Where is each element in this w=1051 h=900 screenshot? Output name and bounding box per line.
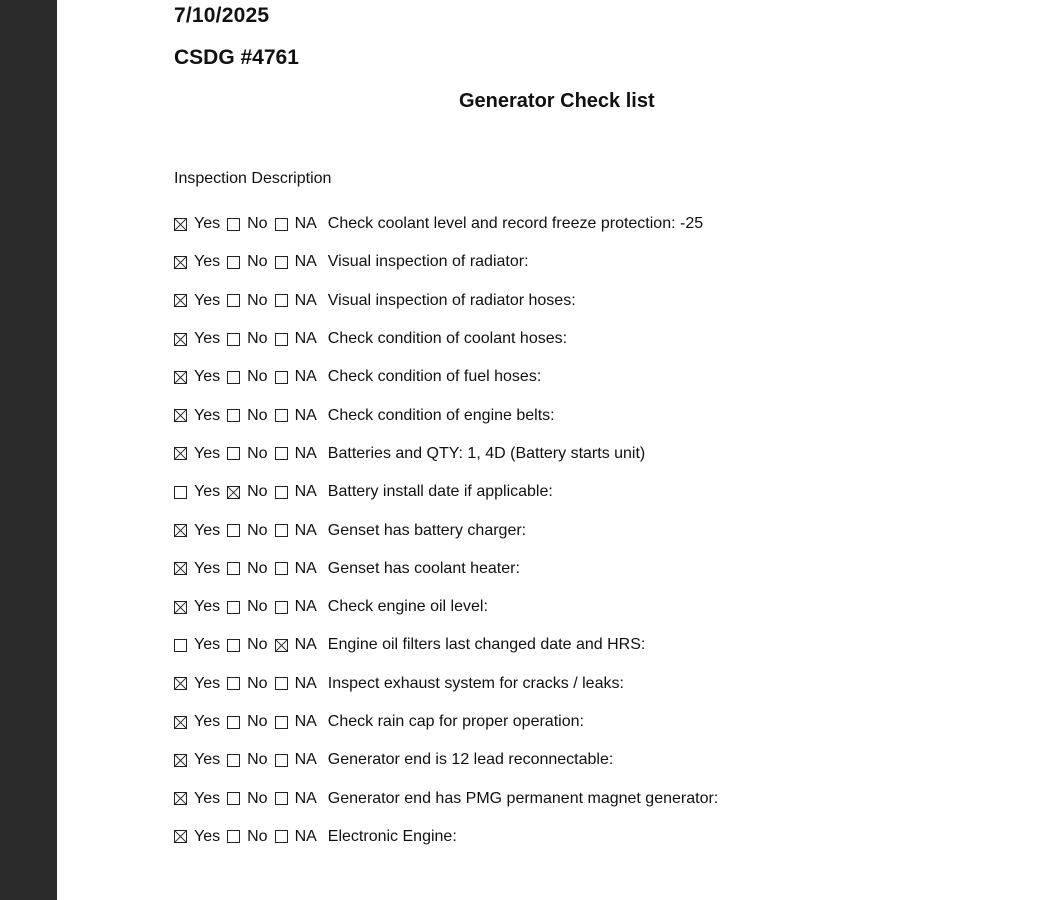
checkbox-na[interactable] <box>275 256 288 269</box>
checkbox-na-label: NA <box>294 406 317 424</box>
checklist-row <box>174 550 974 588</box>
checklist-item-text: Battery install date if applicable: <box>327 483 553 501</box>
checklist-row <box>174 779 974 817</box>
checklist-item-text: Electronic Engine: <box>327 827 457 845</box>
checkbox-yes[interactable] <box>174 754 187 767</box>
checkbox-yes[interactable] <box>174 486 187 499</box>
checklist-option-na[interactable] <box>275 445 324 463</box>
checkbox-na[interactable] <box>275 830 288 843</box>
checkbox-no-label: No <box>247 406 268 424</box>
checklist-option-na[interactable] <box>275 751 324 769</box>
checkbox-no[interactable] <box>227 294 240 307</box>
checkbox-na[interactable] <box>275 601 288 614</box>
checklist-option-no[interactable] <box>227 751 274 769</box>
checklist-option-yes[interactable] <box>174 330 227 348</box>
checklist-option-yes[interactable] <box>174 368 227 386</box>
checklist-row <box>174 626 974 664</box>
checkbox-no[interactable] <box>227 447 240 460</box>
checklist-option-no[interactable] <box>227 828 274 846</box>
checklist-option-no[interactable] <box>227 713 274 731</box>
checkbox-no-label: No <box>247 674 268 692</box>
checkbox-na[interactable] <box>275 754 288 767</box>
checklist-item-text: Batteries and QTY: 1, 4D (Battery starts unit) <box>327 444 646 462</box>
checkbox-na[interactable] <box>275 639 288 652</box>
checkbox-na[interactable] <box>275 409 288 422</box>
checkbox-no[interactable] <box>227 677 240 690</box>
checkbox-yes[interactable] <box>174 601 187 614</box>
checkbox-yes[interactable] <box>174 830 187 843</box>
checkbox-na-label: NA <box>294 253 317 271</box>
checkbox-no-label: No <box>247 827 268 845</box>
checkbox-no-label: No <box>247 636 268 654</box>
checkbox-no-label: No <box>247 559 268 577</box>
checklist-row <box>174 358 974 396</box>
checklist-option-na[interactable] <box>275 636 324 654</box>
checklist-option-no[interactable] <box>227 560 274 578</box>
checkbox-na-label: NA <box>294 598 317 616</box>
checkbox-yes-label: Yes <box>194 713 221 730</box>
checkbox-yes-label: Yes <box>194 406 221 424</box>
checklist-option-no[interactable] <box>227 445 274 463</box>
checklist-row <box>174 741 974 779</box>
checkbox-no-label: No <box>247 444 268 462</box>
checkbox-no[interactable] <box>227 371 240 384</box>
document-title: Generator Check list <box>459 90 655 112</box>
checklist-option-yes[interactable] <box>174 636 227 654</box>
checkbox-yes[interactable] <box>174 639 187 652</box>
checklist-option-no[interactable] <box>227 636 274 654</box>
checklist-item-text: Check engine oil level: <box>327 598 488 616</box>
checklist-option-no[interactable] <box>227 330 274 348</box>
checklist-option-na[interactable] <box>275 713 324 731</box>
checkbox-no-label: No <box>247 330 268 348</box>
checkbox-no[interactable] <box>227 716 240 729</box>
checkbox-no[interactable] <box>227 601 240 614</box>
checklist-option-yes[interactable] <box>174 598 227 616</box>
checkbox-yes-label: Yes <box>194 636 221 654</box>
checklist-row <box>174 588 974 626</box>
checkbox-yes[interactable] <box>174 792 187 805</box>
checkbox-na[interactable] <box>275 792 288 805</box>
checklist-option-yes[interactable] <box>174 483 227 501</box>
checklist-item-text: Check coolant level and record freeze protection: -25 <box>327 215 704 233</box>
checklist-option-no[interactable] <box>227 253 274 271</box>
checklist-option-na[interactable] <box>275 483 324 501</box>
checklist-item-text: Generator end has PMG permanent magnet generator: <box>327 789 719 807</box>
checkbox-na-label: NA <box>294 215 317 233</box>
checkbox-no-label: No <box>247 789 268 807</box>
checkbox-no[interactable] <box>227 639 240 652</box>
checklist-option-na[interactable] <box>275 330 324 348</box>
checkbox-yes[interactable] <box>174 562 187 575</box>
checkbox-na[interactable] <box>275 677 288 690</box>
checkbox-yes[interactable] <box>174 218 187 231</box>
checklist-item-text: Genset has coolant heater: <box>327 559 520 577</box>
checkbox-yes[interactable] <box>174 333 187 346</box>
document-date: 7/10/2025 <box>174 4 270 27</box>
checkbox-no[interactable] <box>227 218 240 231</box>
checklist-item-text: Genset has battery charger: <box>327 521 527 539</box>
checklist-option-na[interactable] <box>275 560 324 578</box>
checkbox-yes-label: Yes <box>194 330 221 348</box>
checkbox-yes-label: Yes <box>194 444 221 462</box>
checkbox-na-label: NA <box>294 636 317 654</box>
checkbox-yes-label: Yes <box>194 559 221 577</box>
checkbox-no-label: No <box>247 483 268 501</box>
checkbox-no-label: No <box>247 521 268 539</box>
checklist-item-text: Generator end is 12 lead reconnectable: <box>327 751 614 769</box>
checkbox-no-label: No <box>247 291 268 309</box>
checklist-option-yes[interactable] <box>174 828 227 846</box>
checkbox-no[interactable] <box>227 562 240 575</box>
checkbox-na-label: NA <box>294 789 317 807</box>
checklist-option-na[interactable] <box>275 598 324 616</box>
checklist-option-no[interactable] <box>227 675 274 693</box>
checkbox-yes[interactable] <box>174 716 187 729</box>
checklist-option-yes[interactable] <box>174 215 227 233</box>
checkbox-na-label: NA <box>294 674 317 692</box>
checkbox-na-label: NA <box>294 483 317 501</box>
checklist-item-text: Visual inspection of radiator: <box>327 253 529 271</box>
checkbox-na-label: NA <box>294 444 317 462</box>
checkbox-yes[interactable] <box>174 524 187 537</box>
checklist-option-no[interactable] <box>227 483 274 501</box>
checkbox-yes[interactable] <box>174 409 187 422</box>
checklist-row <box>174 435 974 473</box>
checklist-option-no[interactable] <box>227 790 274 808</box>
checkbox-no-label: No <box>247 751 268 769</box>
checklist-option-yes[interactable] <box>174 713 227 731</box>
checkbox-yes-label: Yes <box>194 368 221 386</box>
checklist-option-no[interactable] <box>227 368 274 386</box>
checkbox-na[interactable] <box>275 447 288 460</box>
checkbox-na-label: NA <box>294 827 317 845</box>
checklist-option-no[interactable] <box>227 215 274 233</box>
checkbox-na-label: NA <box>294 713 317 730</box>
checklist-option-yes[interactable] <box>174 522 227 540</box>
checklist-option-yes[interactable] <box>174 292 227 310</box>
checkbox-yes[interactable] <box>174 447 187 460</box>
checklist-option-no[interactable] <box>227 598 274 616</box>
checkbox-no[interactable] <box>227 333 240 346</box>
checklist-option-na[interactable] <box>275 368 324 386</box>
checkbox-na-label: NA <box>294 521 317 539</box>
checklist-option-na[interactable] <box>275 292 324 310</box>
checklist-option-yes[interactable] <box>174 560 227 578</box>
checkbox-no[interactable] <box>227 830 240 843</box>
checkbox-yes-label: Yes <box>194 215 221 233</box>
checkbox-yes-label: Yes <box>194 291 221 309</box>
checkbox-yes-label: Yes <box>194 751 221 769</box>
checkbox-na-label: NA <box>294 330 317 348</box>
checklist-row <box>174 818 974 856</box>
checklist-option-na[interactable] <box>275 675 324 693</box>
checklist-option-yes[interactable] <box>174 675 227 693</box>
checkbox-na[interactable] <box>275 716 288 729</box>
checklist-row <box>174 703 974 741</box>
checkbox-na[interactable] <box>275 562 288 575</box>
checklist-row <box>174 665 974 703</box>
viewer-gutter <box>0 0 57 900</box>
checklist-row <box>174 205 974 243</box>
checkbox-yes-label: Yes <box>194 483 221 501</box>
checkbox-no[interactable] <box>227 754 240 767</box>
checkbox-na-label: NA <box>294 751 317 769</box>
checklist-option-yes[interactable] <box>174 445 227 463</box>
checkbox-no[interactable] <box>227 524 240 537</box>
checkbox-na-label: NA <box>294 368 317 386</box>
checklist-option-yes[interactable] <box>174 790 227 808</box>
checkbox-yes[interactable] <box>174 294 187 307</box>
checkbox-na[interactable] <box>275 218 288 231</box>
checklist-option-yes[interactable] <box>174 751 227 769</box>
checkbox-yes[interactable] <box>174 677 187 690</box>
checkbox-no-label: No <box>247 713 268 730</box>
checkbox-no-label: No <box>247 368 268 386</box>
checklist-option-no[interactable] <box>227 292 274 310</box>
checklist-row <box>174 320 974 358</box>
checkbox-yes-label: Yes <box>194 789 221 807</box>
checkbox-no-label: No <box>247 253 268 271</box>
checkbox-yes-label: Yes <box>194 598 221 616</box>
checkbox-yes-label: Yes <box>194 253 221 271</box>
checkbox-yes[interactable] <box>174 371 187 384</box>
checklist-row <box>174 243 974 281</box>
checkbox-no-label: No <box>247 215 268 233</box>
checklist-option-yes[interactable] <box>174 253 227 271</box>
checklist-option-na[interactable] <box>275 253 324 271</box>
checkbox-no-label: No <box>247 598 268 616</box>
checkbox-na[interactable] <box>275 371 288 384</box>
checkbox-yes-label: Yes <box>194 521 221 539</box>
checklist-option-na[interactable] <box>275 215 324 233</box>
checklist-option-na[interactable] <box>275 522 324 540</box>
checklist-row <box>174 511 974 549</box>
checklist-item-text: Check rain cap for proper operation: <box>327 713 584 730</box>
checkbox-no[interactable] <box>227 256 240 269</box>
checkbox-yes-label: Yes <box>194 827 221 845</box>
checklist-option-no[interactable] <box>227 407 274 425</box>
checkbox-no[interactable] <box>227 486 240 499</box>
checkbox-na[interactable] <box>275 333 288 346</box>
checklist-option-na[interactable] <box>275 407 324 425</box>
checklist-option-na[interactable] <box>275 790 324 808</box>
document-reference: CSDG #4761 <box>174 46 299 69</box>
checklist-row <box>174 396 974 434</box>
section-label: Inspection Description <box>174 170 332 187</box>
checkbox-yes-label: Yes <box>194 674 221 692</box>
checkbox-na[interactable] <box>275 294 288 307</box>
checklist-item-text: Engine oil filters last changed date and HRS: <box>327 636 646 654</box>
checklist-item-text: Check condition of fuel hoses: <box>327 368 542 386</box>
inspection-checklist <box>174 205 974 856</box>
checklist-item-text: Check condition of engine belts: <box>327 406 555 424</box>
checkbox-na[interactable] <box>275 486 288 499</box>
checklist-option-no[interactable] <box>227 522 274 540</box>
checklist-item-text: Inspect exhaust system for cracks / leaks: <box>327 674 624 692</box>
checkbox-na-label: NA <box>294 291 317 309</box>
checkbox-na[interactable] <box>275 524 288 537</box>
checkbox-yes[interactable] <box>174 256 187 269</box>
checkbox-na-label: NA <box>294 559 317 577</box>
document-page[interactable] <box>57 0 1051 900</box>
checklist-row <box>174 473 974 511</box>
checklist-option-yes[interactable] <box>174 407 227 425</box>
checklist-option-na[interactable] <box>275 828 324 846</box>
checklist-item-text: Visual inspection of radiator hoses: <box>327 291 576 309</box>
checklist-row <box>174 282 974 320</box>
checkbox-no[interactable] <box>227 792 240 805</box>
checkbox-no[interactable] <box>227 409 240 422</box>
checklist-item-text: Check condition of coolant hoses: <box>327 330 568 348</box>
